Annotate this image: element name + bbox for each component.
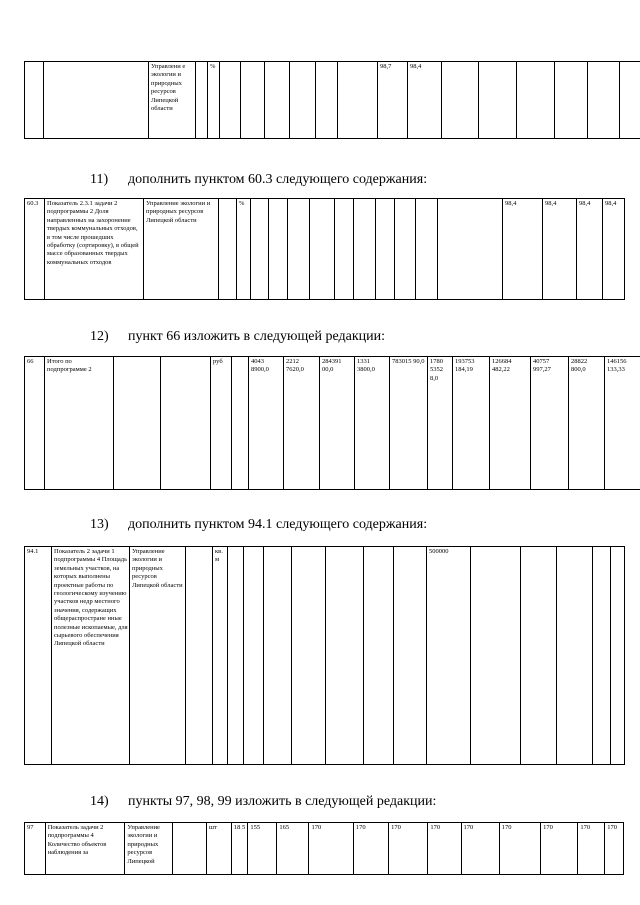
table-cell: [219, 199, 237, 300]
table-cell: шт: [207, 823, 232, 875]
table-cell: 146156 133,33: [605, 357, 640, 490]
table-cell: [288, 199, 310, 300]
table-cell: [479, 62, 517, 139]
heading-number: 14): [90, 794, 109, 809]
heading-text: пункты 97, 98, 99 изложить в следующей редакции:: [128, 794, 437, 809]
table-cell: %: [237, 199, 251, 300]
table-cell: 170: [353, 823, 388, 875]
table-cell: [364, 547, 394, 765]
table-cell: [316, 62, 338, 139]
table-cell: 98,4: [543, 199, 577, 300]
table-cell: [326, 547, 364, 765]
table-row: [25, 199, 625, 300]
table-cell: 60.3: [25, 199, 45, 300]
table-cell: 500000: [427, 547, 471, 765]
table-cell: Показатель задачи 2 подпрограммы 4 Количество объектов наблюдения за: [45, 823, 125, 875]
table-cell: 170: [461, 823, 499, 875]
table-cell: 1780 5352 8,0: [428, 357, 453, 490]
table-cell: [269, 199, 288, 300]
table-cell: 66: [25, 357, 45, 490]
table-item-66: [24, 356, 640, 490]
table-cell: 1331 3800,0: [355, 357, 390, 490]
table-cell: [196, 62, 208, 139]
heading-text: дополнить пунктом 94.1 следующего содержания:: [128, 517, 428, 532]
table-cell: [416, 199, 438, 300]
table-cell: [611, 547, 625, 765]
table-row: [25, 823, 624, 875]
table-cell: Итого по подпрограмме 2: [45, 357, 114, 490]
table-cell: Показатель 2 задачи 1 подпрограммы 4 Площадь земельных участков, на которых выполнены проектные работы по геологическому изучению участков недр местного значения, содержащих общераспростране нные полезные ископаемые, для сырьевого обеспечения Липецкой области: [52, 547, 130, 765]
table-cell: 28822 800,0: [569, 357, 605, 490]
table-cell: [335, 199, 354, 300]
table-cell: 170: [541, 823, 578, 875]
table-cell: [557, 547, 593, 765]
table-cell: 170: [605, 823, 624, 875]
table-cell: [376, 199, 395, 300]
table-cell: [338, 62, 378, 139]
table-cell: [161, 357, 211, 490]
table-row: [25, 357, 640, 490]
table-cell: [172, 823, 206, 875]
table-cell: [114, 357, 161, 490]
table-cell: 284391 00,0: [320, 357, 355, 490]
table-cell: [292, 547, 326, 765]
section-heading-13: [90, 517, 427, 533]
table-cell: [555, 62, 588, 139]
table-cell: Управление экологии и природных ресурсов Липецкой области: [144, 199, 219, 300]
table-cell: [290, 62, 316, 139]
table-cell: 94.1: [25, 547, 52, 765]
table-cell: [25, 62, 44, 139]
table-cell: [442, 62, 479, 139]
table-cell: [395, 199, 416, 300]
table-row: [25, 62, 640, 139]
heading-text: дополнить пунктом 60.3 следующего содержания:: [128, 172, 428, 187]
table-cell: [394, 547, 427, 765]
table-cell: [593, 547, 611, 765]
table-cell: [265, 62, 290, 139]
table-cell: 170: [578, 823, 605, 875]
table-cell: [251, 199, 269, 300]
table-row: [25, 547, 625, 765]
table-cell: [521, 547, 557, 765]
table-cell: 193753 184,19: [453, 357, 490, 490]
section-heading-14: [90, 794, 436, 810]
table-cell: 18 5: [231, 823, 248, 875]
section-heading-12: [90, 329, 385, 345]
table-continuation-row: [24, 61, 640, 139]
table-cell: 170: [428, 823, 461, 875]
table-cell: [264, 547, 292, 765]
heading-number: 13): [90, 517, 109, 532]
heading-number: 11): [90, 172, 109, 187]
table-cell: [620, 62, 640, 139]
table-cell: 2212 7620,0: [284, 357, 320, 490]
table-cell: [241, 62, 265, 139]
table-item-94-1: [24, 546, 625, 765]
table-cell: 98,4: [503, 199, 543, 300]
table-cell: 98,4: [408, 62, 442, 139]
table-cell: [220, 62, 241, 139]
table-cell: 155: [248, 823, 277, 875]
table-cell: [588, 62, 620, 139]
table-cell: 783015 90,0: [390, 357, 428, 490]
table-item-60-3: [24, 198, 625, 300]
table-cell: 4043 8900,0: [249, 357, 284, 490]
section-heading-11: [90, 172, 427, 188]
table-cell: [228, 547, 244, 765]
table-cell: 165: [277, 823, 309, 875]
table-cell: 98,4: [577, 199, 603, 300]
table-cell: 98,7: [378, 62, 408, 139]
heading-text: пункт 66 изложить в следующей редакции:: [128, 329, 385, 344]
table-cell: 170: [389, 823, 428, 875]
table-cell: 126684 482,22: [490, 357, 531, 490]
table-cell: Управление экологии и природных ресурсов Липецкой области: [130, 547, 186, 765]
table-cell: [354, 199, 376, 300]
table-cell: [438, 199, 503, 300]
table-cell: Показатель 2.3.1 задачи 2 подпрограммы 2 Доля направленных на захоронение твердых коммунальных отходов, в том числе прошедших обработку (сортировку), в общей массе образованных твердых коммунальных отходов: [45, 199, 144, 300]
table-cell: Управлени е экологии и природных ресурсов Липецкой области: [149, 62, 196, 139]
table-cell: 98,4: [603, 199, 625, 300]
heading-number: 12): [90, 329, 109, 344]
table-cell: Управление экологии и природных ресурсов Липецкой: [125, 823, 173, 875]
table-cell: кв. м: [213, 547, 228, 765]
table-cell: %: [208, 62, 220, 139]
table-cell: [517, 62, 555, 139]
table-cell: 97: [25, 823, 46, 875]
table-cell: [232, 357, 249, 490]
table-cell: [244, 547, 264, 765]
table-cell: 40757 997,27: [531, 357, 569, 490]
table-cell: [186, 547, 213, 765]
table-cell: [471, 547, 521, 765]
table-cell: [310, 199, 335, 300]
table-cell: 170: [309, 823, 353, 875]
table-cell: 170: [499, 823, 540, 875]
table-cell: [44, 62, 149, 139]
table-item-97: [24, 822, 624, 875]
table-cell: руб: [211, 357, 232, 490]
